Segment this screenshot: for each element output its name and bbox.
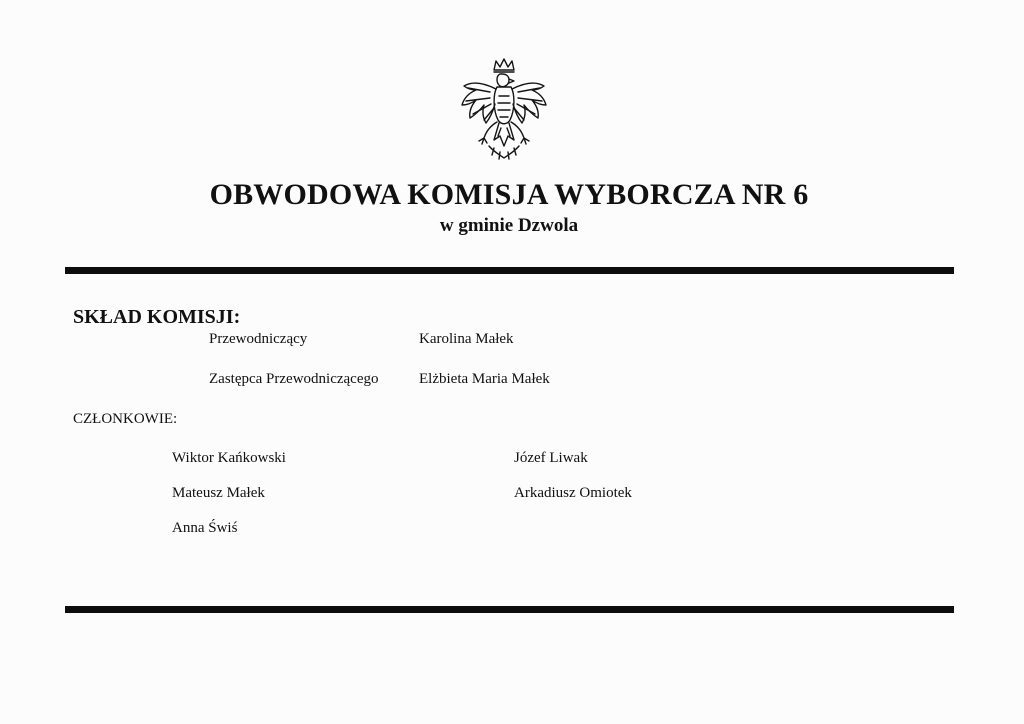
- commission-subtitle: w gminie Dzwola: [439, 215, 579, 236]
- member-name: Mateusz Małek: [172, 485, 265, 501]
- member-name: Anna Świś: [172, 520, 238, 536]
- member-name: Arkadiusz Omiotek: [514, 485, 632, 501]
- chair-role-label: Przewodniczący: [209, 331, 308, 347]
- bottom-divider: [65, 606, 954, 613]
- composition-heading: SKŁAD KOMISJI:: [73, 306, 241, 328]
- deputy-name: Elżbieta Maria Małek: [419, 371, 550, 387]
- top-divider: [65, 267, 954, 274]
- polish-eagle-emblem-icon: [456, 56, 552, 162]
- member-name: Józef Liwak: [514, 450, 588, 466]
- member-name: Wiktor Kańkowski: [172, 450, 286, 466]
- chair-name: Karolina Małek: [419, 331, 514, 347]
- commission-title: OBWODOWA KOMISJA WYBORCZA NR 6: [209, 178, 809, 211]
- deputy-role-label: Zastępca Przewodniczącego: [209, 371, 379, 387]
- members-heading: CZŁONKOWIE:: [73, 411, 178, 427]
